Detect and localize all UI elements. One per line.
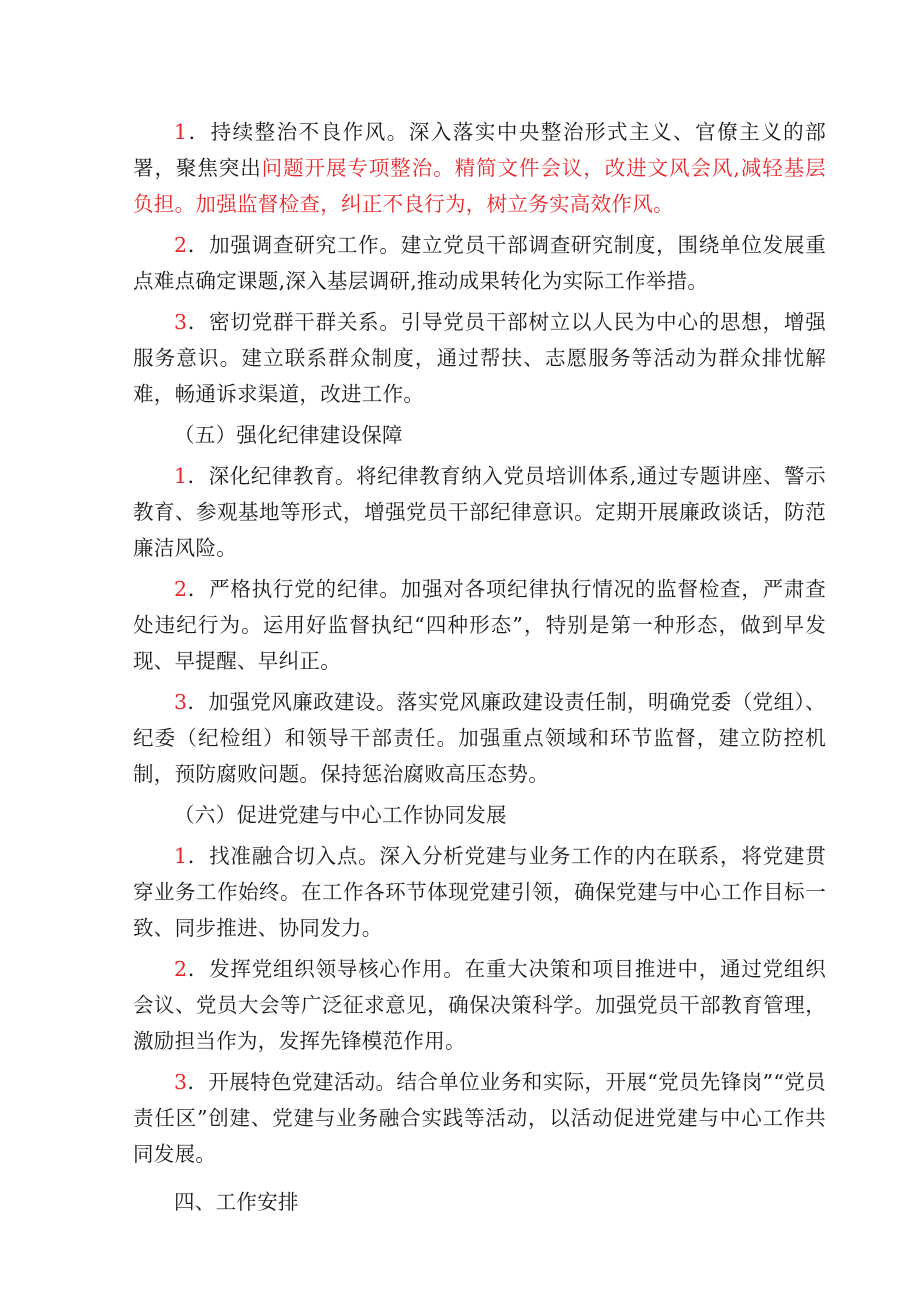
paragraph-text: ．找准融合切入点。深入分析党建与业务工作的内在联系，将党建贯穿业务工作始终。在工作各环节体现党建引领，确保党建与中心工作目标一致、同步推进、协同发力。 [133,844,826,940]
item-number: 3 [174,690,188,714]
section-heading-5: （五）强化纪律建设保障 [174,423,403,447]
paragraph-4-2 [133,227,826,299]
item-number: 1 [174,464,188,488]
document-body [133,114,826,1225]
paragraph-6-1 [133,838,826,946]
paragraph-5-3 [133,684,826,792]
paragraph-text: ．严格执行党的纪律。加强对各项纪律执行情况的监督检查，严肃查处违纪行为。运用好监督执纪“四种形态”，特别是第一种形态，做到早发现、早提醒、早纠正。 [133,577,826,673]
section-heading-6: （六）促进党建与中心工作协同发展 [174,803,507,827]
paragraph-text: ．持续整治不良作风。深入落实中央整治形式主义、官僚主义的部署，聚焦突出 [133,120,826,180]
paragraph-text: ．密切党群干群关系。引导党员干部树立以人民为中心的思想，增强服务意识。建立联系群众制度，通过帮扶、志愿服务等活动为群众排忧解难，畅通诉求渠道，改进工作。 [133,310,826,406]
paragraph-text: ．加强调查研究工作。建立党员干部调查研究制度，围绕单位发展重点难点确定课题,深入基层调研,推动成果转化为实际工作举措。 [133,233,826,293]
paragraph-text: ．开展特色党建活动。结合单位业务和实际，开展“党员先锋岗”“党员责任区”创建、党建与业务融合实践等活动，以活动促进党建与中心工作共同发展。 [133,1070,826,1166]
paragraph-text: ．深化纪律教育。将纪律教育纳入党员培训体系,通过专题讲座、警示教育、参观基地等形式，增强党员干部纪律意识。定期开展廉政谈话，防范廉洁风险。 [133,464,826,560]
section-heading-4: 四、工作安排 [174,1190,299,1214]
item-number: 3 [174,1070,188,1094]
paragraph-6-3 [133,1064,826,1172]
paragraph-5-1 [133,458,826,566]
item-number: 1 [174,844,188,868]
item-number: 2 [174,577,188,601]
item-number: 1 [174,120,188,144]
paragraph-4-3 [133,304,826,412]
paragraph-text-red: 问题开展专项整治。精简文件会议，改进文风会风,减轻基层负担。加强监督检查，纠正不良行为，树立务实高效作风。 [133,156,826,216]
paragraph-text: ．发挥党组织领导核心作用。在重大决策和项目推进中，通过党组织会议、党员大会等广泛征求意见，确保决策科学。加强党员干部教育管理，激励担当作为，发挥先锋模范作用。 [133,957,826,1053]
item-number: 3 [174,310,188,334]
paragraph-text: ．加强党风廉政建设。落实党风廉政建设责任制，明确党委（党组）、纪委（纪检组）和领导干部责任。加强重点领域和环节监督，建立防控机制，预防腐败问题。保持惩治腐败高压态势。 [133,690,826,786]
paragraph-5-2 [133,571,826,679]
paragraph-4-1 [133,114,826,222]
item-number: 2 [174,957,188,981]
paragraph-6-2 [133,951,826,1059]
item-number: 2 [174,233,188,257]
